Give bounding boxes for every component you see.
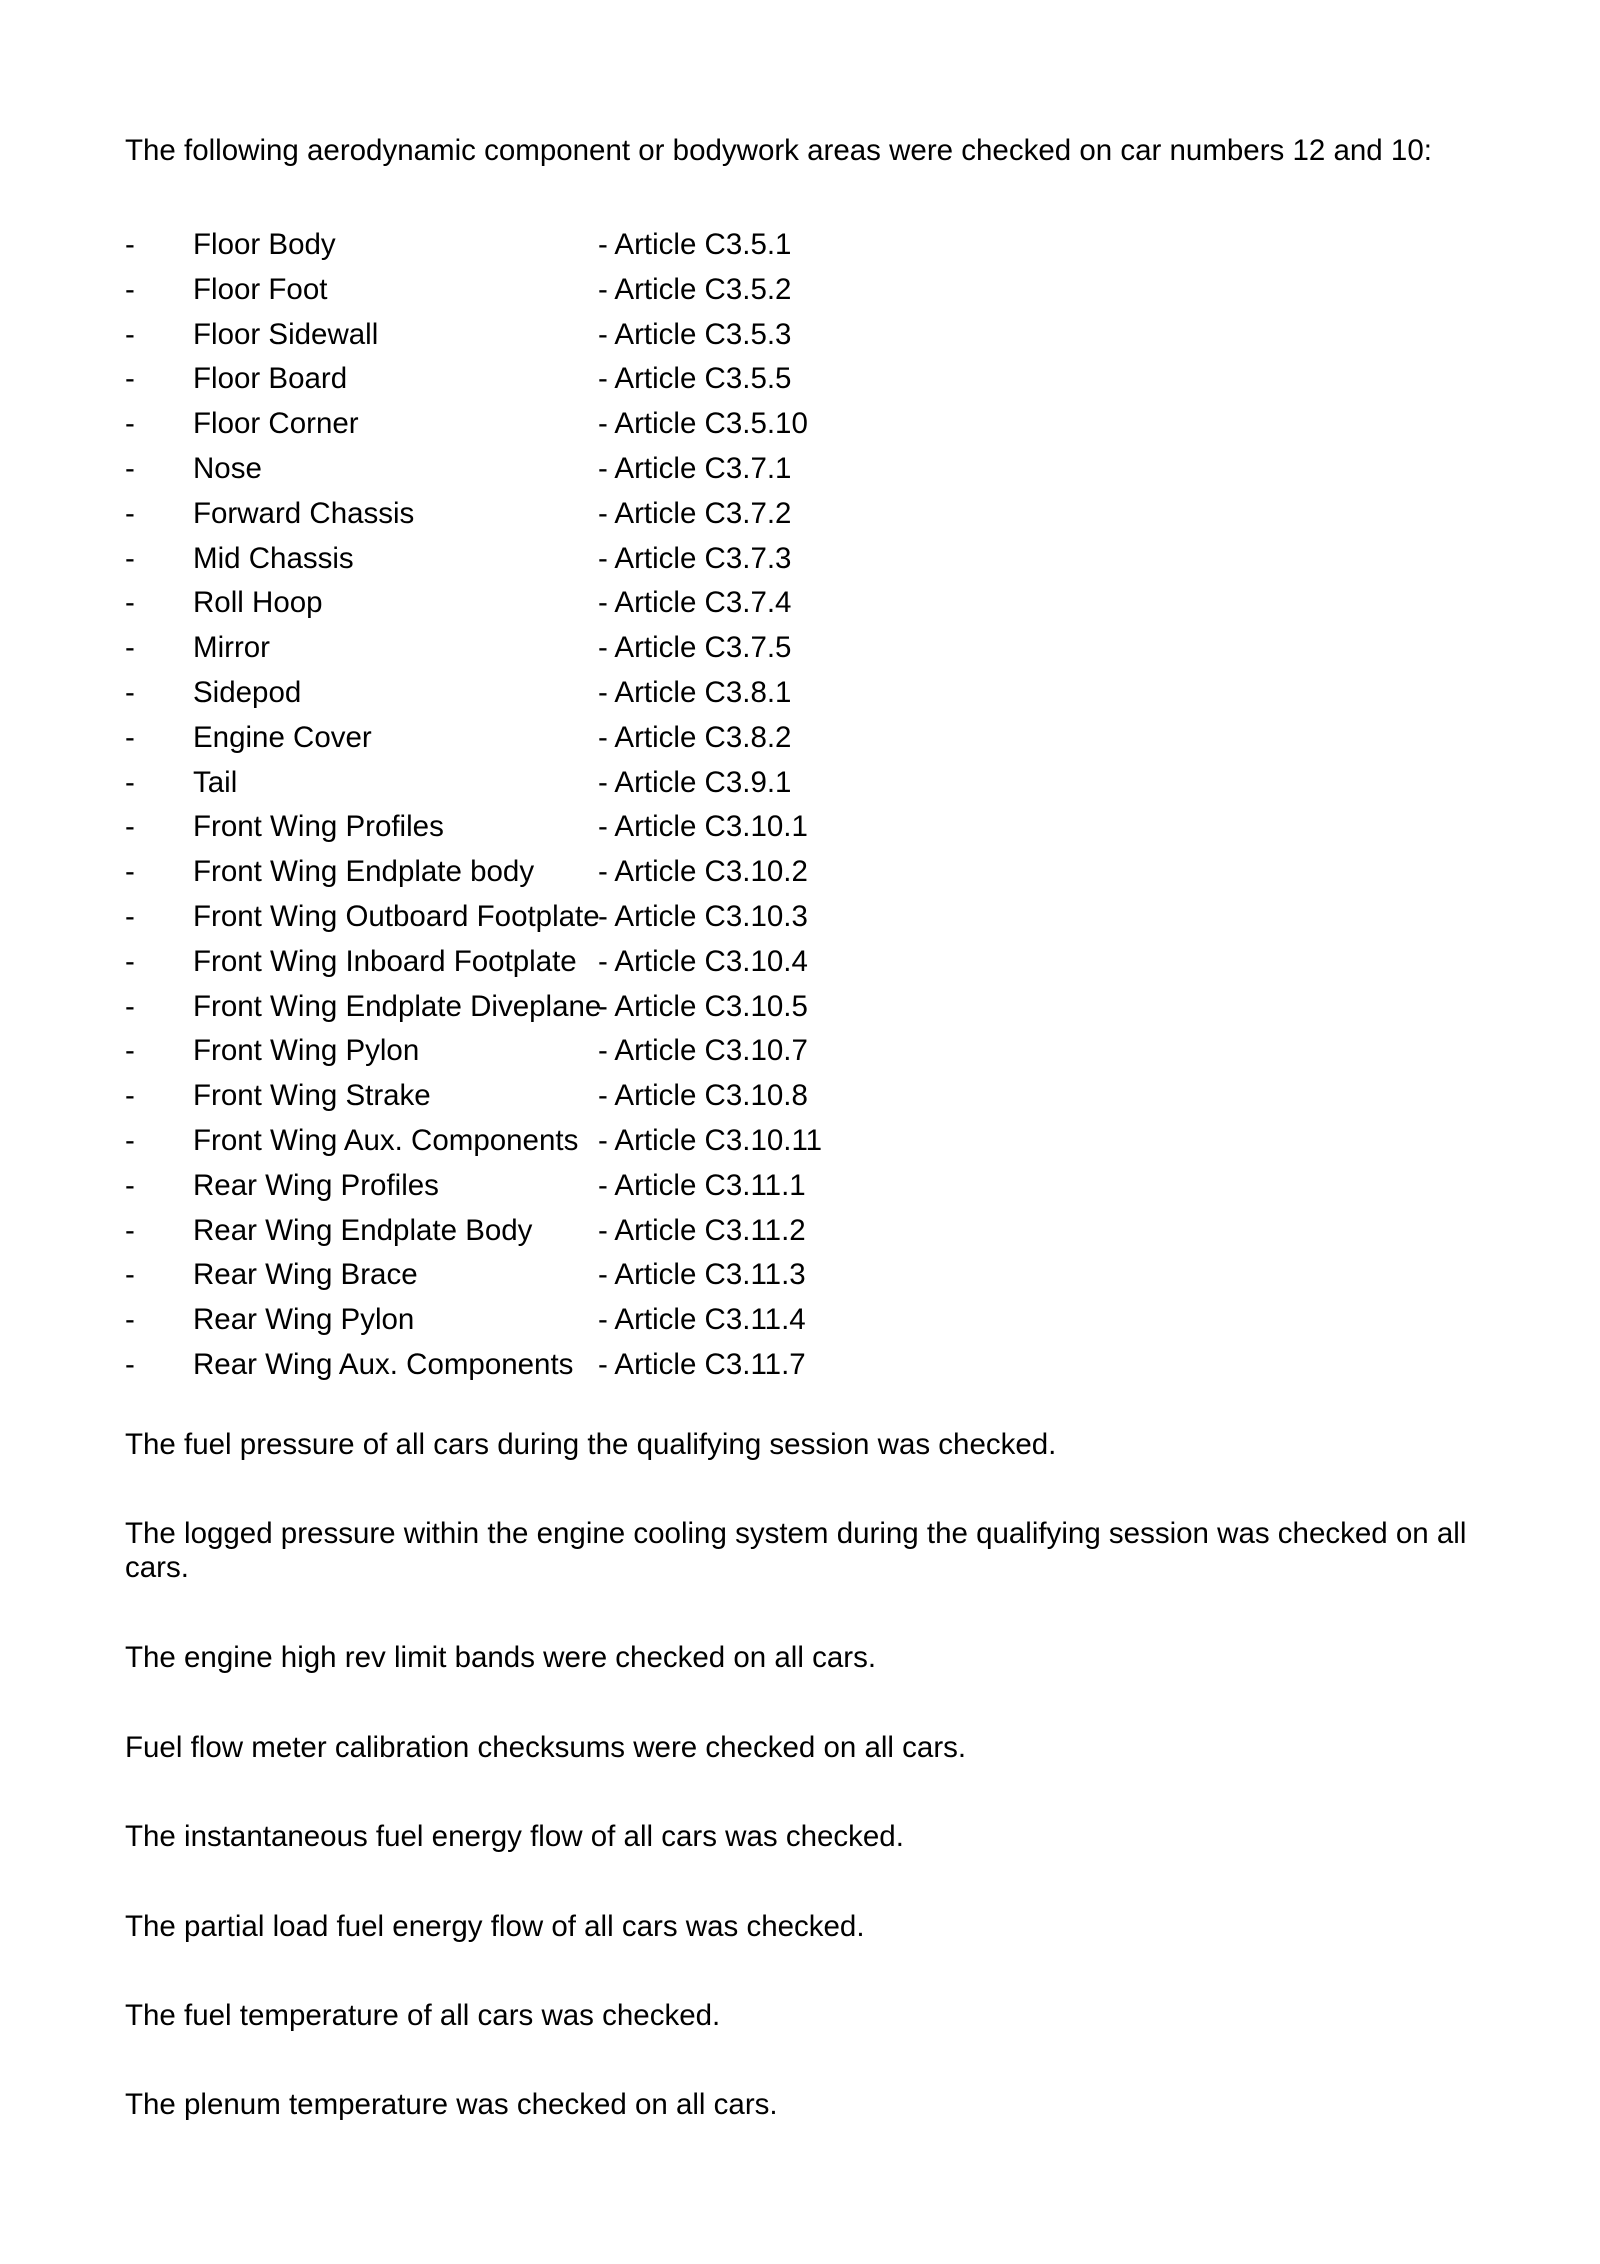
- list-dash: -: [125, 1168, 135, 1202]
- list-dash: -: [125, 1123, 135, 1157]
- component-name: Front Wing Profiles: [193, 810, 444, 844]
- list-dash: -: [125, 675, 135, 709]
- list-dash: -: [125, 1258, 135, 1292]
- article-reference: - Article C3.10.1: [598, 810, 808, 844]
- article-reference: - Article C3.10.8: [598, 1079, 808, 1113]
- list-dash: -: [125, 228, 135, 261]
- list-dash: -: [125, 496, 135, 530]
- fuel-temperature-paragraph: The fuel temperature of all cars was checked.: [125, 1999, 721, 2032]
- article-reference: - Article C3.5.10: [598, 407, 808, 441]
- list-dash: -: [125, 586, 135, 620]
- list-dash: -: [125, 855, 135, 889]
- partial-load-energy-flow-paragraph: The partial load fuel energy flow of all cars was checked.: [125, 1910, 865, 1943]
- fuel-pressure-paragraph: The fuel pressure of all cars during the qualifying session was checked.: [125, 1428, 1057, 1461]
- article-reference: - Article C3.10.3: [598, 899, 808, 933]
- component-name: Front Wing Pylon: [193, 1034, 420, 1068]
- component-name: Tail: [193, 765, 238, 799]
- component-name: Floor Sidewall: [193, 317, 379, 351]
- list-dash: -: [125, 944, 135, 978]
- component-name: Mid Chassis: [193, 541, 354, 575]
- list-dash: -: [125, 989, 135, 1023]
- article-reference: - Article C3.10.7: [598, 1034, 808, 1068]
- component-name: Front Wing Outboard Footplate: [193, 899, 600, 933]
- article-reference: - Article C3.8.1: [598, 675, 792, 709]
- instantaneous-energy-flow-paragraph: The instantaneous fuel energy flow of all cars was checked.: [125, 1820, 904, 1853]
- list-dash: -: [125, 272, 135, 306]
- list-dash: -: [125, 720, 135, 754]
- component-name: Engine Cover: [193, 720, 372, 754]
- component-name: Floor Foot: [193, 272, 328, 306]
- article-reference: - Article C3.11.1: [598, 1168, 806, 1202]
- component-name: Rear Wing Brace: [193, 1258, 418, 1292]
- cooling-pressure-paragraph: The logged pressure within the engine cooling system during the qualifying session was checked on all cars.: [125, 1517, 1467, 1584]
- component-name: Roll Hoop: [193, 586, 323, 620]
- component-name: Rear Wing Aux. Components: [193, 1347, 574, 1381]
- intro-text: The following aerodynamic component or bodywork areas were checked on car numbers 12 and 10:: [125, 134, 1432, 167]
- component-name: Front Wing Endplate body: [193, 855, 535, 889]
- component-name: Rear Wing Pylon: [193, 1303, 415, 1337]
- article-reference: - Article C3.5.2: [598, 272, 792, 306]
- list-dash: -: [125, 541, 135, 575]
- plenum-temperature-paragraph: The plenum temperature was checked on all cars.: [125, 2088, 778, 2121]
- list-dash: -: [125, 451, 135, 485]
- list-dash: -: [125, 362, 135, 396]
- list-dash: -: [125, 765, 135, 799]
- article-reference: - Article C3.10.11: [598, 1123, 823, 1157]
- article-reference: - Article C3.5.1: [598, 228, 792, 261]
- rev-limit-paragraph: The engine high rev limit bands were checked on all cars.: [125, 1641, 877, 1674]
- component-name: Floor Corner: [193, 407, 359, 441]
- article-reference: - Article C3.10.4: [598, 944, 808, 978]
- article-reference: - Article C3.11.4: [598, 1303, 806, 1337]
- component-name: Floor Board: [193, 362, 348, 396]
- article-reference: - Article C3.11.2: [598, 1213, 806, 1247]
- list-dash: -: [125, 1079, 135, 1113]
- list-dash: -: [125, 899, 135, 933]
- component-name: Forward Chassis: [193, 496, 415, 530]
- article-reference: - Article C3.5.3: [598, 317, 792, 351]
- article-reference: - Article C3.7.2: [598, 496, 792, 530]
- component-name: Front Wing Strake: [193, 1079, 431, 1113]
- component-name: Nose: [193, 451, 262, 485]
- list-dash: -: [125, 317, 135, 351]
- component-name: Rear Wing Profiles: [193, 1168, 439, 1202]
- article-reference: - Article C3.7.5: [598, 631, 792, 665]
- article-reference: - Article C3.11.3: [598, 1258, 806, 1292]
- component-name: Sidepod: [193, 675, 302, 709]
- article-reference: - Article C3.7.4: [598, 586, 792, 620]
- list-dash: -: [125, 810, 135, 844]
- component-name: Mirror: [193, 631, 271, 665]
- component-name: Front Wing Aux. Components: [193, 1123, 579, 1157]
- list-dash: -: [125, 631, 135, 665]
- list-dash: -: [125, 407, 135, 441]
- article-reference: - Article C3.10.2: [598, 855, 808, 889]
- list-dash: -: [125, 1347, 135, 1381]
- fuel-flow-meter-paragraph: Fuel flow meter calibration checksums were checked on all cars.: [125, 1731, 967, 1764]
- article-reference: - Article C3.10.5: [598, 989, 808, 1023]
- component-name: Floor Body: [193, 228, 336, 261]
- article-reference: - Article C3.11.7: [598, 1347, 806, 1381]
- article-reference: - Article C3.5.5: [598, 362, 792, 396]
- component-name: Front Wing Endplate Diveplane: [193, 989, 602, 1023]
- article-reference: - Article C3.9.1: [598, 765, 792, 799]
- article-reference: - Article C3.7.1: [598, 451, 792, 485]
- list-dash: -: [125, 1034, 135, 1068]
- component-name: Front Wing Inboard Footplate: [193, 944, 577, 978]
- list-dash: -: [125, 1213, 135, 1247]
- list-dash: -: [125, 1303, 135, 1337]
- article-reference: - Article C3.7.3: [598, 541, 792, 575]
- component-name: Rear Wing Endplate Body: [193, 1213, 533, 1247]
- article-reference: - Article C3.8.2: [598, 720, 792, 754]
